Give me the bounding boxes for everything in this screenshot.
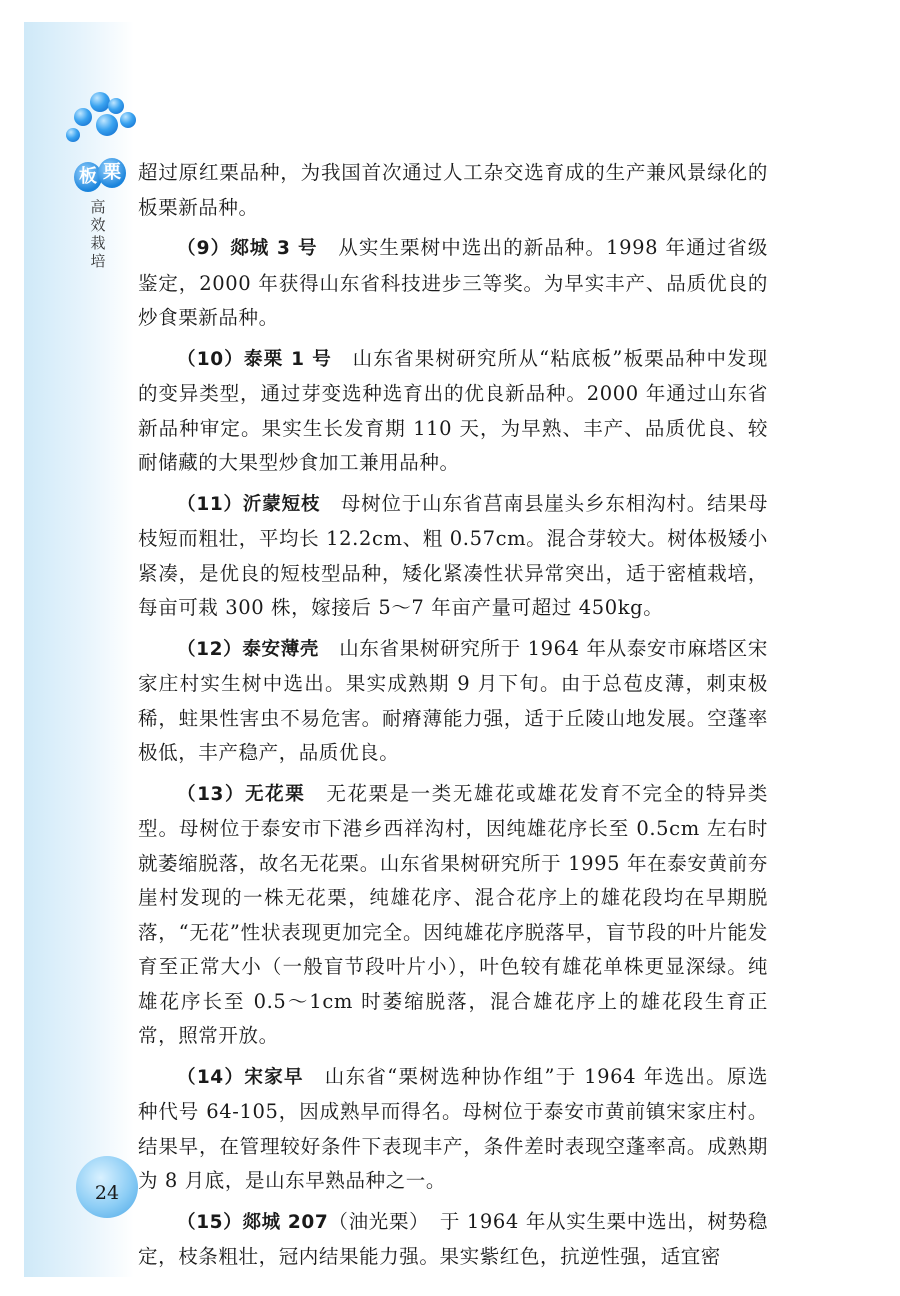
paragraph-text: 母树位于山东省莒南县崖头乡东相沟村。结果母枝短而粗壮，平均长 12.2cm、粗 0.57cm。混合芽较大。树体极矮小紧凑，是优良的短枝型品种，矮化紧凑性状异常突出，适于密植栽培，每亩可栽 300 株，嫁接后 5～7 年亩产量可超过 450kg。 <box>138 491 768 619</box>
variety-heading: （13）无花栗 <box>177 783 306 805</box>
logo-char: 板 <box>74 162 102 192</box>
paragraph-text: 山东省果树研究所从“粘底板”板栗品种中发现的变异类型，通过芽变选种选育出的优良新品种。2000 年通过山东省新品种审定。果实生长发育期 110 天，为早熟、丰产、品质优良、较耐储藏的大果型炒食加工兼用品种。 <box>138 346 768 474</box>
variety-paragraph <box>138 1205 768 1275</box>
paragraph-text: 山东省“栗树选种协作组”于 1964 年选出。原选种代号 64-105，因成熟早而得名。母树位于泰安市黄前镇宋家庄村。结果早，在管理较好条件下表现丰产，条件差时表现空蓬率高。成熟期为 8 月底，是山东早熟品种之一。 <box>138 1064 768 1192</box>
variety-paragraph <box>138 1060 768 1199</box>
variety-heading: （14）宋家早 <box>177 1066 304 1088</box>
variety-paragraph <box>138 777 768 1054</box>
logo-char: 栗 <box>98 158 126 188</box>
body-text <box>138 156 768 1281</box>
variety-heading: （10）泰栗 1 号 <box>177 348 332 370</box>
paragraph-text: 从实生栗树中选出的新品种。1998 年通过省级鉴定，2000 年获得山东省科技进步三等奖。为早实丰产、品质优良的炒食栗新品种。 <box>138 236 768 329</box>
vertical-char: 培 <box>90 252 106 270</box>
variety-heading: （15）郯城 207 <box>177 1211 329 1233</box>
variety-heading: （11）沂蒙短枝 <box>177 493 321 515</box>
paragraph-text: 于 1964 年从实生栗中选出，树势稳定，枝条粗壮，冠内结果能力强。果实紫红色，抗逆性强，适宜密 <box>138 1209 768 1268</box>
variety-paragraph <box>138 231 768 336</box>
page-number: 24 <box>94 1182 120 1204</box>
vertical-char: 栽 <box>90 234 106 252</box>
vertical-char: 效 <box>90 216 106 234</box>
variety-heading: （9）郯城 3 号 <box>177 238 318 259</box>
paragraph-text: 山东省果树研究所于 1964 年从泰安市麻塔区宋家庄村实生树中选出。果实成熟期 9 月下旬。由于总苞皮薄，刺束极稀，蛀果性害虫不易危害。耐瘠薄能力强，适于丘陵山地发展。空蓬率极低，丰产稳产，品质优良。 <box>138 636 768 764</box>
variety-paragraph <box>138 342 768 481</box>
book-logo <box>74 162 134 196</box>
paragraph-text: 无花栗是一类无雄花或雄花发育不完全的特异类型。母树位于泰安市下港乡西祥沟村，因纯雄花序长至 0.5cm 左右时就萎缩脱落，故名无花栗。山东省果树研究所于 1995 年在泰安黄前夯崖村发现的一株无花栗，纯雄花序、混合花序上的雄花段均在早期脱落，“无花”性状表现更加完全。因纯雄花序脱落早，盲节段的叶片能发育至正常大小（一般盲节段叶片小），叶色较有雄花单株更显深绿。纯雄花序长至 0.5～1cm 时萎缩脱落，混合雄花序上的雄花段生育正常，照常开放。 <box>138 781 768 1047</box>
variety-heading: （12）泰安薄壳 <box>177 638 320 660</box>
vertical-char: 高 <box>90 198 106 216</box>
variety-note: （油光栗） <box>328 1209 420 1233</box>
variety-paragraph <box>138 632 768 771</box>
book-series-label <box>88 198 108 270</box>
decorative-bubbles-icon <box>64 92 144 152</box>
variety-paragraph <box>138 487 768 626</box>
side-color-band <box>24 22 134 1277</box>
paragraph-text: 超过原红栗品种，为我国首次通过人工杂交选育成的生产兼风景绿化的板栗新品种。 <box>138 161 768 219</box>
paragraph <box>138 156 768 225</box>
